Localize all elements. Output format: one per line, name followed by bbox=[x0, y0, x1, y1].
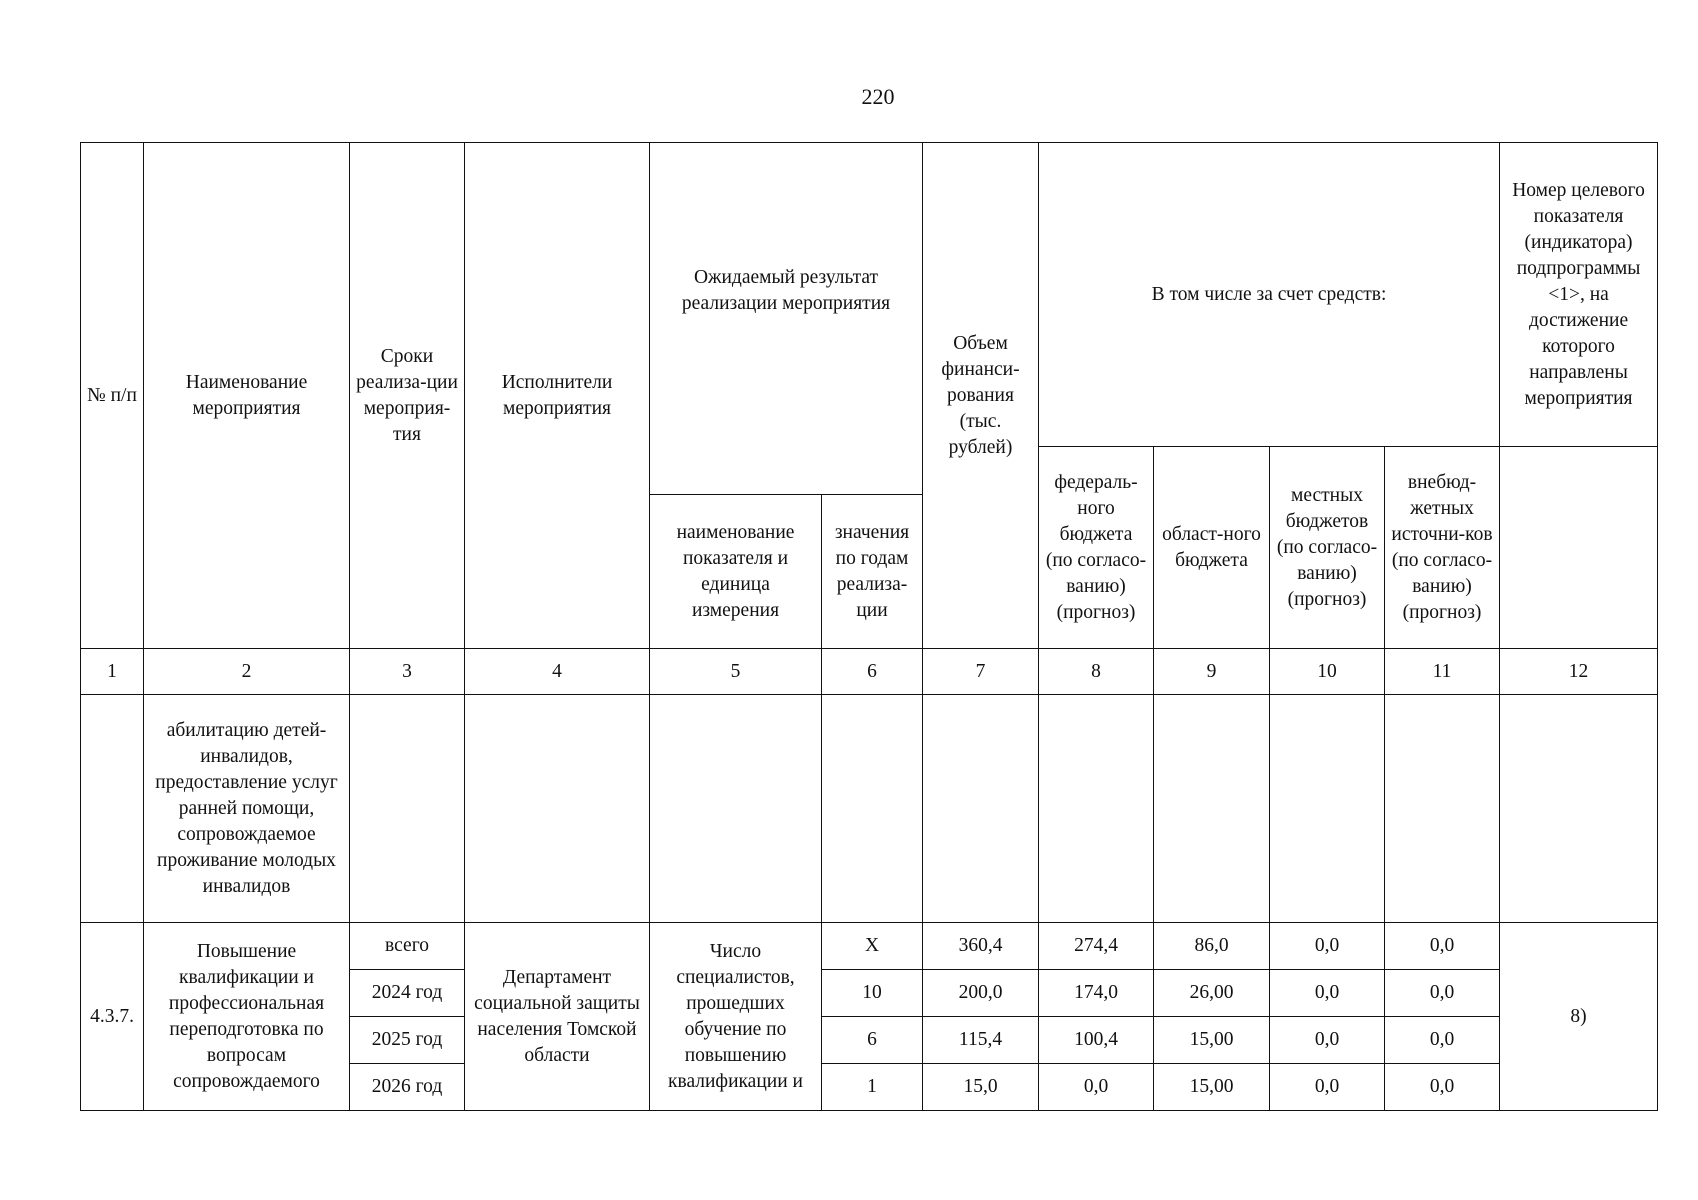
column-number: 8 bbox=[1039, 649, 1154, 695]
local-cell: 0,0 bbox=[1270, 1017, 1385, 1064]
header-target-blank bbox=[1500, 447, 1658, 649]
column-number: 10 bbox=[1270, 649, 1385, 695]
federal-cell: 100,4 bbox=[1039, 1017, 1154, 1064]
header-target: Номер целевого показателя (индикатора) подпрограммы <1>, на достижение которого направлены мероприятия bbox=[1500, 143, 1658, 447]
local-cell: 0,0 bbox=[1270, 923, 1385, 970]
column-number: 3 bbox=[350, 649, 465, 695]
value-cell: 10 bbox=[822, 970, 923, 1017]
period-cell: 2025 год bbox=[350, 1017, 465, 1064]
item-number: 4.3.7. bbox=[81, 923, 144, 1111]
table-cell bbox=[350, 695, 465, 923]
extra-cell: 0,0 bbox=[1385, 1017, 1500, 1064]
header-regional: област-ного бюджета bbox=[1154, 447, 1270, 649]
item-executor: Департамент социальной защиты населения Томской области bbox=[465, 923, 650, 1111]
federal-cell: 174,0 bbox=[1039, 970, 1154, 1017]
volume-cell: 115,4 bbox=[923, 1017, 1039, 1064]
table-cell bbox=[1270, 695, 1385, 923]
column-number: 12 bbox=[1500, 649, 1658, 695]
period-cell: 2026 год bbox=[350, 1064, 465, 1111]
table-cell bbox=[1500, 695, 1658, 923]
header-num: № п/п bbox=[81, 143, 144, 649]
table-cell bbox=[1039, 695, 1154, 923]
federal-cell: 0,0 bbox=[1039, 1064, 1154, 1111]
table-cell bbox=[650, 695, 822, 923]
table-cell bbox=[1385, 695, 1500, 923]
header-indicator-name: наименование показателя и единица измерения bbox=[650, 495, 822, 649]
local-cell: 0,0 bbox=[1270, 970, 1385, 1017]
local-cell: 0,0 bbox=[1270, 1064, 1385, 1111]
table-row bbox=[81, 923, 1658, 970]
table-cell bbox=[1154, 695, 1270, 923]
header-row-1 bbox=[81, 143, 1658, 447]
value-cell: Х bbox=[822, 923, 923, 970]
volume-cell: 15,0 bbox=[923, 1064, 1039, 1111]
item-target: 8) bbox=[1500, 923, 1658, 1111]
header-terms: Сроки реализа-ции мероприя-тия bbox=[350, 143, 465, 649]
header-federal: федераль-ного бюджета (по согласо-ванию) (прогноз) bbox=[1039, 447, 1154, 649]
value-cell: 1 bbox=[822, 1064, 923, 1111]
header-values-by-year: значения по годам реализа-ции bbox=[822, 495, 923, 649]
value-cell: 6 bbox=[822, 1017, 923, 1064]
header-volume: Объем финанси-рования (тыс. рублей) bbox=[923, 143, 1039, 649]
item-name: Повышение квалификации и профессиональная переподготовка по вопросам сопровождаемого bbox=[144, 923, 350, 1111]
regional-cell: 15,00 bbox=[1154, 1017, 1270, 1064]
column-number: 6 bbox=[822, 649, 923, 695]
table-cell bbox=[822, 695, 923, 923]
extra-cell: 0,0 bbox=[1385, 970, 1500, 1017]
extra-cell: 0,0 bbox=[1385, 1064, 1500, 1111]
item-indicator: Число специалистов, прошедших обучение по повышению квалификации и bbox=[650, 923, 822, 1111]
column-number-row bbox=[81, 649, 1658, 695]
header-name: Наименование мероприятия bbox=[144, 143, 350, 649]
page-number: 220 bbox=[861, 84, 895, 109]
column-number: 9 bbox=[1154, 649, 1270, 695]
period-cell: всего bbox=[350, 923, 465, 970]
column-number: 5 bbox=[650, 649, 822, 695]
header-extra: внебюд-жетных источни-ков (по согласо-ванию) (прогноз) bbox=[1385, 447, 1500, 649]
period-cell: 2024 год bbox=[350, 970, 465, 1017]
table-cell bbox=[923, 695, 1039, 923]
column-number: 2 bbox=[144, 649, 350, 695]
header-including: В том числе за счет средств: bbox=[1039, 143, 1500, 447]
header-executors: Исполнители мероприятия bbox=[465, 143, 650, 649]
program-table bbox=[80, 142, 1658, 1111]
regional-cell: 86,0 bbox=[1154, 923, 1270, 970]
column-number: 4 bbox=[465, 649, 650, 695]
table-cell bbox=[81, 695, 144, 923]
federal-cell: 274,4 bbox=[1039, 923, 1154, 970]
volume-cell: 360,4 bbox=[923, 923, 1039, 970]
column-number: 1 bbox=[81, 649, 144, 695]
column-number: 11 bbox=[1385, 649, 1500, 695]
extra-cell: 0,0 bbox=[1385, 923, 1500, 970]
continuation-text: абилитацию детей-инвалидов, предоставление услуг ранней помощи, сопровождаемое проживание молодых инвалидов bbox=[144, 695, 350, 923]
column-number: 7 bbox=[923, 649, 1039, 695]
table-cell bbox=[465, 695, 650, 923]
continuation-row bbox=[81, 695, 1658, 923]
header-expected: Ожидаемый результат реализации мероприятия bbox=[650, 143, 923, 495]
volume-cell: 200,0 bbox=[923, 970, 1039, 1017]
regional-cell: 15,00 bbox=[1154, 1064, 1270, 1111]
regional-cell: 26,00 bbox=[1154, 970, 1270, 1017]
header-local: местных бюджетов (по согласо-ванию) (прогноз) bbox=[1270, 447, 1385, 649]
